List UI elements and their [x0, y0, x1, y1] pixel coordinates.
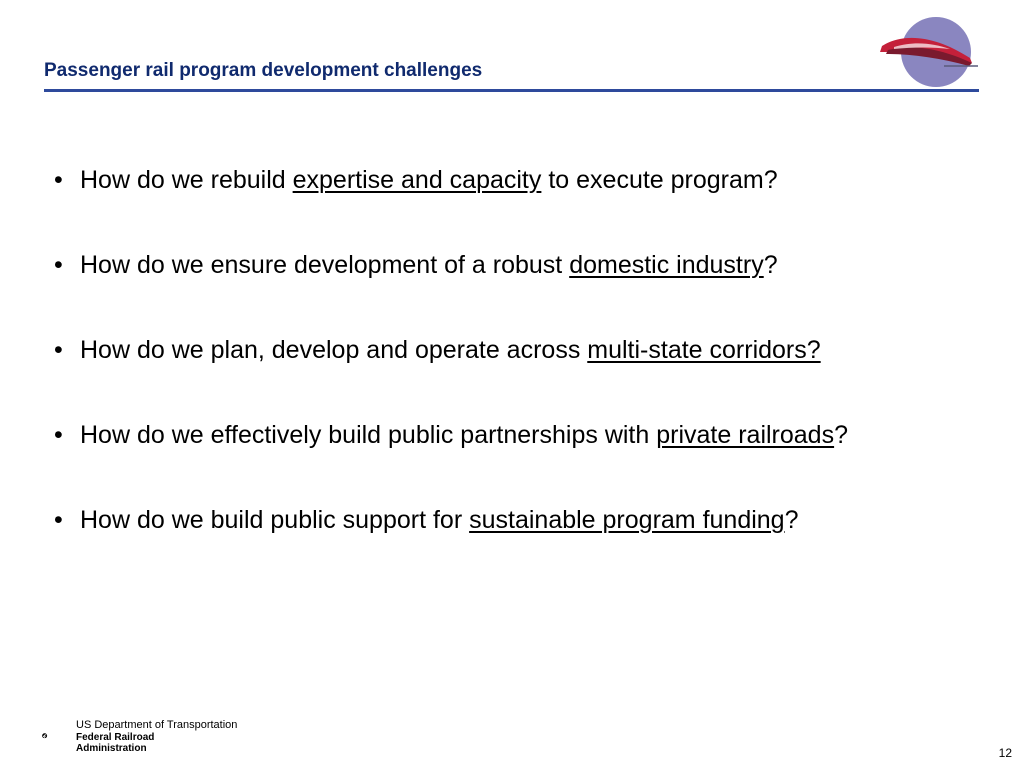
page-number: 12: [998, 746, 1012, 760]
train-logo-icon: [874, 14, 982, 90]
bullet-emphasis: domestic industry: [569, 251, 764, 279]
bullet-text-end: ?: [784, 506, 799, 534]
title-underline: [44, 89, 979, 92]
bullet-marker: •: [54, 251, 63, 279]
bullet-item: [54, 419, 994, 504]
bullet-text: How do we build public support for: [80, 506, 470, 534]
bullet-item: [54, 164, 994, 249]
bullet-marker: •: [54, 166, 63, 194]
bullet-item: [54, 334, 994, 419]
bullet-emphasis: expertise and capacity: [292, 166, 542, 194]
bullet-marker: •: [54, 336, 63, 364]
dot-seal-icon: [42, 718, 76, 754]
bullet-text-end: to execute program?: [541, 166, 778, 194]
bullet-item: [54, 249, 994, 334]
bullet-text: How do we plan, develop and operate across: [80, 336, 588, 364]
footer-agency-line1: Federal Railroad: [76, 731, 155, 743]
bullet-marker: •: [54, 506, 63, 534]
footer-agency-line2: Administration: [76, 743, 147, 754]
bullet-emphasis: multi-state corridors?: [587, 336, 821, 364]
bullet-text: How do we effectively build public partnerships with: [80, 421, 657, 449]
bullet-list: [54, 164, 994, 589]
bullet-text: How do we rebuild: [80, 166, 293, 194]
bullet-emphasis: private railroads: [656, 421, 835, 449]
bullet-text-end: ?: [763, 251, 778, 279]
bullet-text: How do we ensure development of a robust: [80, 251, 570, 279]
bullet-marker: •: [54, 421, 63, 449]
page-title: Passenger rail program development challenges: [44, 60, 483, 81]
bullet-item: [54, 504, 994, 589]
bullet-emphasis: sustainable program funding: [469, 506, 785, 534]
bullet-text-end: ?: [834, 421, 848, 449]
footer-department: US Department of Transportation: [76, 719, 238, 731]
footer-agency-block: [76, 720, 237, 755]
